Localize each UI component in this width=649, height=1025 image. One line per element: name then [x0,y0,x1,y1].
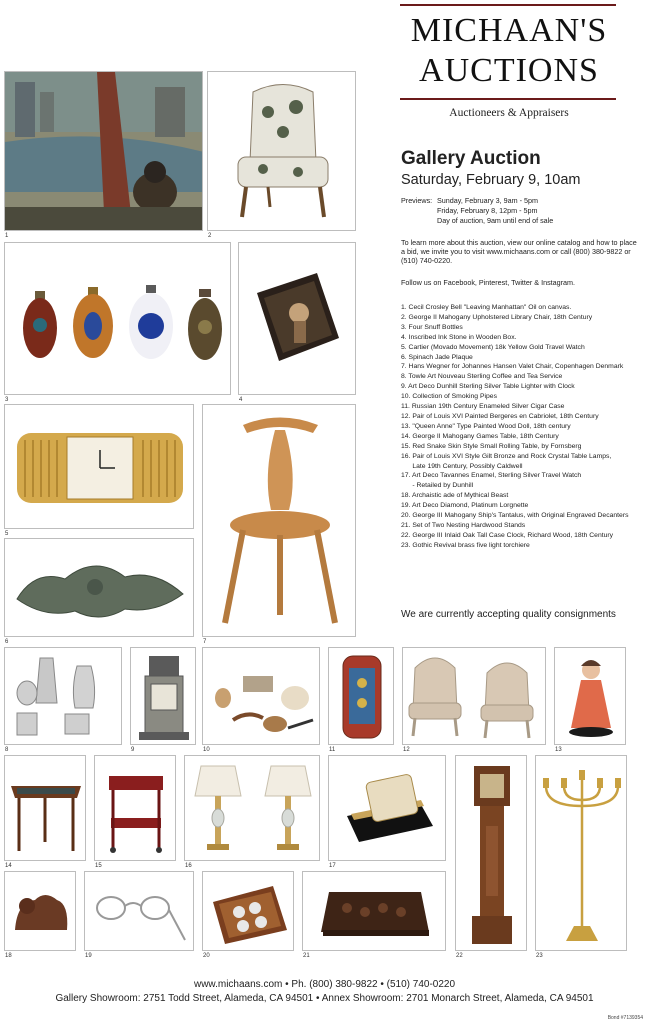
photo-number: 6 [5,639,9,645]
photo-number: 21 [303,953,310,959]
lorgnette-image [85,872,194,951]
photo-number: 23 [536,953,543,959]
rolling-table-image [95,756,176,861]
follow-us-text: Follow us on Facebook, Pinterest, Twitter & Instagram. [401,278,576,287]
consignments-notice: We are currently accepting quality consignments [401,609,616,620]
auction-date: Saturday, February 9, 10am [401,172,581,188]
preview-line-2: Friday, February 8, 12pm - 5pm [437,206,538,215]
photo-lot-9 [130,647,196,745]
photo-number: 17 [329,863,336,869]
photo-lot-13 [554,647,626,745]
photo-number: 8 [5,747,9,753]
brand-title-line2: AUCTIONS [419,52,599,89]
photo-lot-2 [207,71,356,231]
auction-title: Gallery Auction [401,148,541,169]
photo-lot-21 [302,871,446,951]
photo-number: 11 [329,747,336,753]
photo-number: 4 [239,397,243,403]
photo-lot-18 [4,871,76,951]
photo-lot-8 [4,647,122,745]
smoking-pipes-image [203,648,320,745]
photo-lot-6 [4,538,194,637]
photo-number: 10 [203,747,210,753]
photo-number: 1 [5,233,9,239]
photo-number: 16 [185,863,192,869]
lot-item: 21. Set of Two Nesting Hardwood Stands [401,521,526,529]
brand-bottom-rule [400,98,616,100]
lot-item: 2. George II Mahogany Upholstered Library Chair, 18th Century [401,313,593,321]
photo-number: 22 [456,953,463,959]
footer-contact: www.michaans.com • Ph. (800) 380-9822 • (510) 740-0220 [193,979,456,990]
photo-lot-10 [202,647,320,745]
lot-item: 14. George II Mahogany Games Table, 18th Century [401,432,559,440]
photo-number: 2 [208,233,212,239]
lot-item: 22. George III Inlaid Oak Tall Case Clock, Richard Wood, 18th Century [401,531,614,539]
photo-lot-23 [535,755,627,951]
photo-number: 14 [5,863,12,869]
enamel-travel-watch-image [329,756,446,861]
lot-item: 7. Hans Wegner for Johannes Hansen Valet Chair, Copenhagen Denmark [401,363,624,371]
photo-number: 20 [203,953,210,959]
lot-item: 10. Collection of Smoking Pipes [401,393,497,401]
lot-item: 16. Pair of Louis XVI Style Gilt Bronze and Rock Crystal Table Lamps, [401,452,612,460]
lot-item: 20. George III Mahogany Ship's Tantalus, with Original Engraved Decanters [401,512,629,520]
lot-item: 3. Four Snuff Bottles [401,323,463,331]
armchair-image [208,72,356,231]
lot-item: 9. Art Deco Dunhill Sterling Silver Table Lighter with Clock [401,383,575,391]
lot-item: 8. Towle Art Nouveau Sterling Coffee and Tea Service [401,373,563,381]
valet-chair-image [203,405,356,637]
photo-number: 9 [131,747,135,753]
photo-number: 13 [555,747,562,753]
photo-number: 12 [403,747,410,753]
lot-item: 11. Russian 19th Century Enameled Silver Cigar Case [401,403,565,411]
photo-lot-14 [4,755,86,861]
photo-number: 19 [85,953,92,959]
photo-lot-17 [328,755,446,861]
photo-number: 18 [5,953,12,959]
photo-lot-4 [238,242,356,395]
photo-lot-15 [94,755,176,861]
photo-lot-1 [4,71,203,231]
lot-item: - Retailed by Dunhill [401,482,474,490]
photo-lot-3 [4,242,231,395]
brand-subtitle: Auctioneers & Appraisers [449,107,569,119]
bergeres-chairs-image [403,648,546,745]
preview-line-1: Sunday, February 3, 9am - 5pm [437,196,538,205]
lot-item: 15. Red Snake Skin Style Small Rolling Table, by Fornsberg [401,442,582,450]
lot-item: 4. Inscribed Ink Stone in Wooden Box. [401,333,517,341]
gold-travel-watch-image [5,405,194,529]
table-lighter-image [131,648,196,745]
lot-item: 17. Art Deco Tavannes Enamel, Sterling Silver Travel Watch [401,472,582,480]
lot-item: 18. Archaistic ade of Mythical Beast [401,492,509,500]
bond-code: Bond #7139354 [607,1015,643,1021]
tantalus-image [203,872,294,951]
lot-item: 23. Gothic Revival brass five light torchiere [401,541,530,549]
lot-item: 19. Art Deco Diamond, Platinum Lorgnette [401,502,529,510]
lot-item: Late 19th Century, Possibly Caldwell [401,462,523,470]
tall-case-clock-image [456,756,527,951]
table-lamps-image [185,756,320,861]
photo-lot-12 [402,647,546,745]
photo-number: 7 [203,639,207,645]
wood-doll-image [555,648,626,745]
lot-list [401,303,647,551]
painting-image [5,72,203,231]
lot-item: 1. Cecil Crosley Bell "Leaving Manhattan" Oil on canvas. [401,304,572,311]
mythical-beast-image [5,872,76,951]
photo-lot-22 [455,755,527,951]
photo-number: 3 [5,397,9,403]
learn-more-text: To learn more about this auction, view our online catalog and how to place a bid, we invite you to visit www.michaans.com or call (800) 380-9822 or (510) 740-0220. [401,238,637,266]
photo-lot-16 [184,755,320,861]
brand-top-rule [400,4,616,6]
nesting-stands-image [303,872,446,951]
footer-showrooms: Gallery Showroom: 2751 Todd Street, Alameda, CA 94501 • Annex Showroom: 2701 Monarch Street, Alameda, CA 94501 [55,993,594,1004]
brand-title-line1: MICHAAN'S [410,12,608,49]
ink-stone-box-image [239,243,356,395]
games-table-image [5,756,86,861]
torchiere-image [536,756,627,951]
tea-service-image [5,648,122,745]
cigar-case-image [329,648,394,745]
photo-lot-11 [328,647,394,745]
photo-lot-19 [84,871,194,951]
photo-lot-7 [202,404,356,637]
photo-lot-5 [4,404,194,529]
photo-lot-20 [202,871,294,951]
preview-line-3: Day of auction, 9am until end of sale [437,216,554,225]
snuff-bottles-image [5,243,231,395]
lot-item: 12. Pair of Louis XVI Painted Bergeres en Cabriolet, 18th Century [401,412,599,420]
photo-number: 5 [5,531,9,537]
lot-item: 6. Spinach Jade Plaque [401,353,473,361]
photo-number: 15 [95,863,102,869]
lot-item: 13. "Queen Anne" Type Painted Wood Doll, 18th century [401,422,571,430]
lot-item: 5. Cartier (Movado Movement) 18k Yellow Gold Travel Watch [401,343,585,351]
jade-plaque-image [5,539,194,637]
previews-label: Previews: [401,196,433,205]
